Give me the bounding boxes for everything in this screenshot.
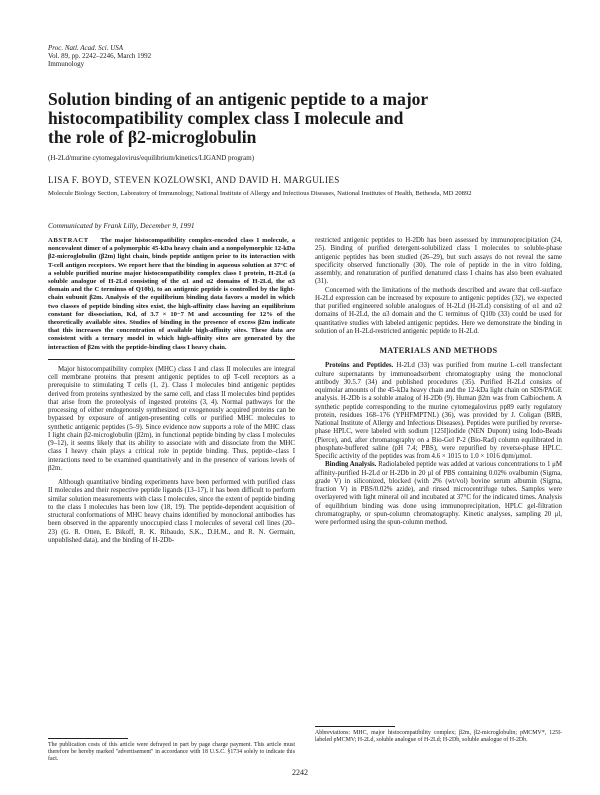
right-column (315, 237, 562, 527)
methods-subheading: Proteins and Peptides. (325, 362, 394, 370)
methods-paragraph (315, 362, 562, 461)
intro-paragraph: Although quantitative binding experiments have been performed with purified class II molecules and their respective peptide ligands (13–17), it has been difficult to perform similar solution measurements with class I molecules, since the extent of peptide binding to the class I molecules has been low (18, 19). The peptide-dependent acquisition of structural conformations of MHC heavy chains identified by monoclonal antibodies has been observed in the apparently unoccupied class I molecules of several cell lines (20–23) (G. R. Otten, E. Bikoff, R. K. Ribaudo, S.K., D.H.M., and R. N. Germain, unpublished data), and the binding of H-2Db- (48, 479, 295, 544)
methods-text: H-2Ld (33) was purified from murine L-cell transfectant culture supernatants by immunoadsorbent chromatography using the monoclonal antibody 30.5.7 (34) and published procedures (35). Purified H-2Ld consists of equimolar amounts of the 45-kDa heavy chain and the 12-kDa light chain on SDS/PAGE analysis. H-2Db is a soluble analog of H-2Db (9). Human β2m was from Calbiochem. A synthetic peptide corresponding to the murine cytomegalovirus pp89 early regulatory protein, residues 168–176 (YPHFMPTNL) (36), was provided by J. Coligan (BRB, National Institute of Allergy and Infectious Diseases). Peptides were purified by reverse-phase HPLC, were labeled with sodium [125I]iodide (NEN Dupont) using Iodo-Beads (Pierce), and, after chromatography on a Bio-Gel P-2 (Bio-Rad) column equilibrated in phosphate-buffered saline (pH 7.4; PBS), were repurified by reverse-phase HPLC. Specific activity of the peptides was from 4.6 × 1015 to 1.0 × 1016 dpm/μmol. (315, 362, 562, 460)
abstract-label: ABSTRACT (48, 237, 89, 244)
footnote-left-block (48, 738, 295, 763)
left-column (48, 237, 295, 545)
journal-name: Proc. Natl. Acad. Sci. USA (48, 44, 124, 52)
methods-heading: MATERIALS AND METHODS (379, 346, 498, 355)
keywords: (H-2Ld/murine cytomegalovirus/equilibrium/kinetics/LIGAND program) (48, 154, 255, 162)
title-line-2: histocompatibility complex class I molecule and (48, 108, 404, 128)
communicated-by: Communicated by Frank Lilly, December 9, 1991 (48, 221, 195, 230)
journal-volume: Vol. 89, pp. 2242–2246, March 1992 (48, 52, 152, 60)
abstract (48, 237, 295, 352)
journal-section: Immunology (48, 60, 85, 68)
footnote-divider (48, 738, 128, 739)
methods-paragraph (315, 461, 562, 527)
title-line-1: Solution binding of an antigenic peptide to a major (48, 89, 429, 109)
affiliation: Molecule Biology Section, Laboratory of Immunology, National Institute of Allergy and Infectious Diseases, National Institutes of Health, Bethesda, MD 20892 (48, 190, 472, 197)
methods-text: Radiolabeled peptide was added at various concentrations to 1 μM affinity-purified H-2Ld or H-2Db in 20 μl of PBS containing 0.02% ovalbumin (Sigma, grade V) in siliconized, blocked (with 2% (wt/vol) bovine serum albumin (Sigma, fraction V) in PBS/0.02% azide), and rinsed microcentrifuge tubes. Samples were overlayered with light mineral oil and incubated at 37°C for the indicated times. Analysis of equilibrium binding was done using immunoprecipitation, HPLC gel-filtration chromatography, or spun-column chromatography. Kinetic analyses, sampling 20 μl, were performed using the spun-column method. (315, 461, 562, 526)
intro-paragraph: Major histocompatibility complex (MHC) class I and class II molecules are integral cell membrane proteins that present antigenic peptides to αβ T-cell receptors as a prerequisite to stimulating T cells (1, 2). Class I molecules bind antigenic peptides derived from proteins synthesized by the same cell, and class II molecules bind peptides that arise from the proteolysis of ingested proteins (3, 4). Normal pathways for the processing of either endogenously synthesized or exogenously acquired proteins can be bypassed by exposure of antigen-presenting cells or purified MHC molecules to synthetic antigenic peptides (5–9). Since evidence now supports a role of the MHC class I light chain β2-microglobulin (β2m), in functional peptide binding by class I molecules (9–12), it seems likely that its ability to associate with and dissociate from the MHC class I heavy chain plays a critical role in peptide binding. Thus, peptide–class I interactions need to be examined quantitatively and in the presence of various levels of β2m. (48, 365, 295, 472)
publication-cost-footnote: The publication costs of this article were defrayed in part by page charge payment. This article must therefore be hereby marked "advertisement" in accordance with 18 U.S.C. §1734 solely to indicate this fact. (48, 742, 295, 762)
abstract-text: The major histocompatibility complex-encoded class I molecule, a noncovalent dimer of a polymorphic 45-kDa heavy chain and a nonpolymorphic 12-kDa β2-microglobulin (β2m) light chain, binds peptide antigen prior to its interaction with T-cell antigen receptors. We report here that the binding in aqueous solution at 37°C of a soluble purified murine major histocompatibility complex class I protein, H-2Ld (a soluble analogue of H-2Ld consisting of the α1 and α2 domains of H-2Ld, the α3 domain and the C terminus of Q10b), to an antigenic peptide is controlled by the light-chain subunit β2m. Analysis of the equilibrium binding data favors a model in which two classes of peptide binding sites exist, the high-affinity class having an equilibrium constant for dissociation, Kd, of 3.7 × 10−7 M and accounting for 12% of the theoretically available sites. Studies of binding in the presence of excess β2m indicate that this increases the concentration of available high-affinity sites. These data are consistent with a ternary model in which high-affinity sites are generated by the interaction of β2m with the peptide-binding class I heavy chain. (48, 237, 295, 351)
title-line-3: the role of β2-microglobulin (48, 127, 257, 147)
footnote-divider (315, 726, 395, 727)
abstract-divider (48, 359, 295, 360)
intro-paragraph: restricted antigenic peptides to H-2Db has been assessed by immunoprecipitation (24, 25). Binding of purified detergent-solubilized class I molecules to soluble-phase antigenic peptides has been studied (26–29), but such assays do not reveal the same specificity observed functionally (30). The role of peptide in the in vitro folding, assembly, and renaturation of purified denatured class I chains has also been evaluated (31). (315, 237, 562, 286)
authors: LISA F. BOYD, STEVEN KOZLOWSKI, AND DAVID H. MARGULIES (48, 175, 340, 185)
methods-subheading: Binding Analysis. (325, 461, 377, 469)
journal-header (48, 44, 151, 68)
page-number: 2242 (292, 768, 308, 777)
footnote-right-block (315, 726, 562, 744)
abbreviations-footnote: Abbreviations: MHC, major histocompatibility complex; β2m, β2-microglobulin; pMCMV*, 125I-labeled pMCMV; H-2Ld, soluble analogue of H-2Ld; H-2Db, soluble analogue of H-2Db. (315, 730, 562, 743)
article-title (48, 90, 568, 147)
intro-paragraph: Concerned with the limitations of the methods described and aware that cell-surface H-2Ld expression can be increased by exposure to antigenic peptides (32), we expected that purified engineered soluble analogues of H-2Ld (H-2Ld) consisting of α1 and α2 domains of H-2Ld, the α3 domain and the C terminus of Q10b (33) could be used for quantitative studies with labeled antigenic peptides. Here we demonstrate the binding in solution of an H-2Ld-restricted antigenic peptide to H-2Ld. (315, 286, 562, 335)
